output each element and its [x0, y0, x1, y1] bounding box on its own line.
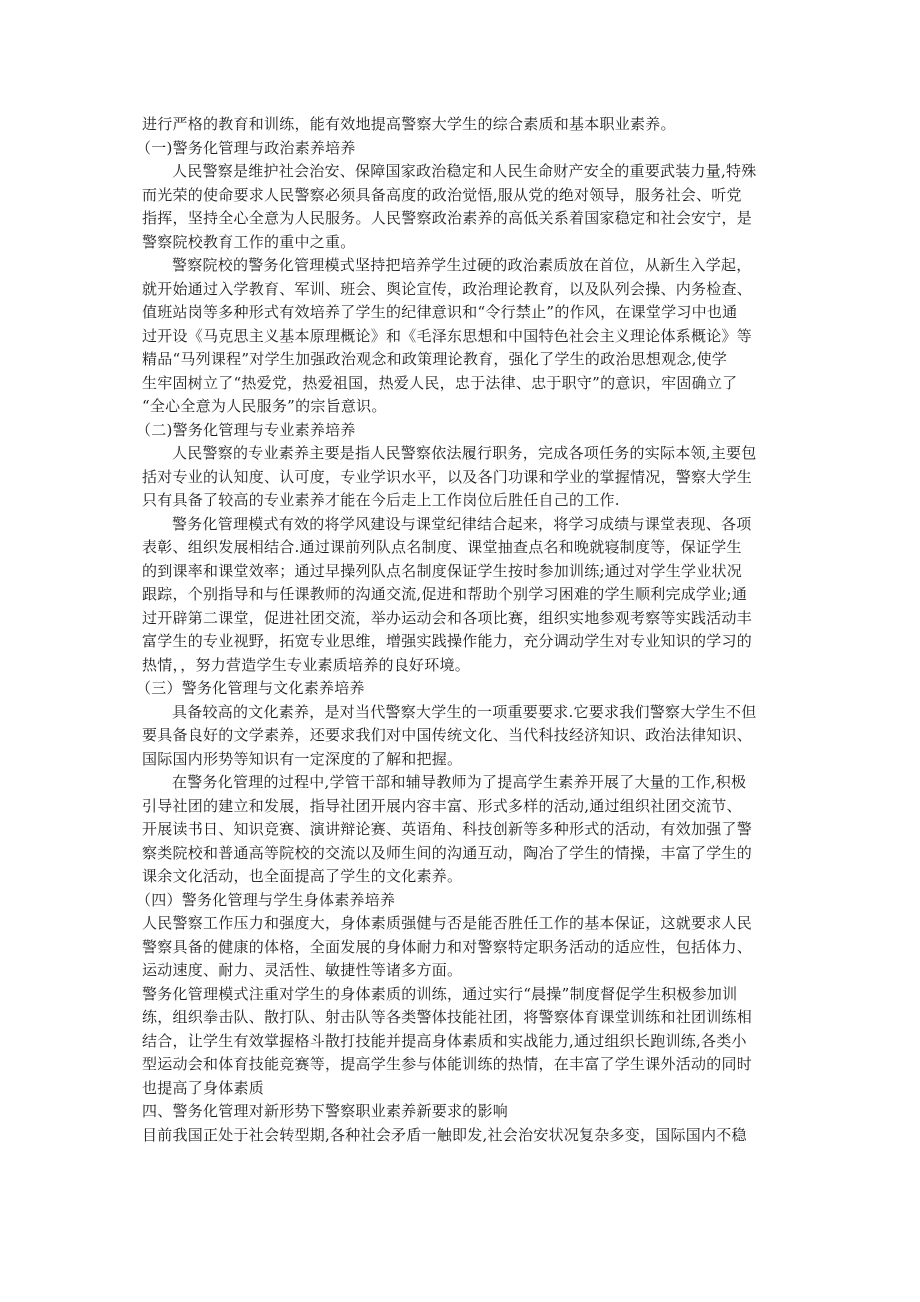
chapter-heading: 四、警务化管理对新形势下警察职业素养新要求的影响: [142, 1102, 509, 1120]
section-4: [136, 889, 802, 1101]
paragraph: [142, 701, 802, 772]
paragraph: [142, 160, 802, 254]
text-line: 过开设《马克思主义基本原理概论》和《毛泽东思想和中国特色社会主义理论体系概论》等: [142, 326, 753, 345]
intro-paragraph: [142, 113, 802, 137]
text-line: 国际国内形势等知识有一定深度的了解和把握。: [142, 749, 463, 768]
text-line: 警察具备的健康的体格，全面发展的身体耐力和对警察特定职务活动的适应性，包括体力、: [142, 937, 753, 956]
text-line: 警务化管理模式注重对学生的身体素质的训练，通过实行“晨操”制度督促学生积极参加训: [142, 984, 738, 1003]
text-line: 过开辟第二课堂，促进社团交流，举办运动会和各项比赛，组织实地参观考察等实践活动丰: [142, 608, 753, 627]
text-line: 值班站岗等多种形式有效培养了学生的纪律意识和“令行禁止”的作风，在课堂学习中也通: [142, 303, 738, 321]
chapter-4: [142, 1100, 802, 1147]
text-line: “全心全意为人民服务”的宗旨意识。: [142, 397, 387, 415]
text-line: 开展读书日、知识竞赛、演讲辩论赛、英语角、科技创新等多种形式的活动，有效加强了警: [142, 820, 753, 838]
paragraph: [142, 254, 802, 419]
section-2: [136, 419, 802, 678]
text-line: 就开始通过入学教育、军训、班会、舆论宣传，政治理论教育，以及队列会操、内务检查、: [142, 279, 753, 298]
section-heading: （三）警务化管理与文化素养培养: [136, 679, 365, 697]
text-line: 的到课率和课堂效率；通过早操列队点名制度保证学生按时参加训练;通过对学生学业状况: [142, 561, 743, 580]
text-line: 指挥，坚持全心全意为人民服务。人民警察政治素养的高低关系着国家稳定和社会安宁，是: [142, 209, 753, 227]
paragraph: [142, 442, 802, 513]
text-line: 在警务化管理的过程中,学管干部和辅导教师为了提高学生素养开展了大量的工作,积极: [172, 773, 747, 791]
text-line: 型运动会和体育技能竞赛等，提高学生参与体能训练的热情，在丰富了学生课外活动的同时: [142, 1055, 753, 1073]
text-line: 要具备良好的文学素养，还要求我们对中国传统文化、当代科技经济知识、政治法律知识、: [142, 726, 753, 744]
section-3: [136, 677, 802, 889]
text-line: 人民警察工作压力和强度大，身体素质强健与否是能否胜任工作的基本保证，这就要求人民: [142, 914, 753, 932]
text-line: 括对专业的认知度、认可度，专业学识水平，以及各门功课和学业的掌握情况，警察大学生: [142, 467, 753, 486]
paragraph: [142, 771, 802, 889]
text-line: 而光荣的使命要求人民警察必须具备高度的政治觉悟,服从党的绝对领导，服务社会、听党: [142, 185, 742, 204]
text-line: 引导社团的建立和发展，指导社团开展内容丰富、形式多样的活动,通过组织社团交流节、: [142, 796, 742, 815]
text-line: 跟踪，个别指导和与任课教师的沟通交流,促进和帮助个别学习困难的学生顺利完成学业;通: [142, 585, 748, 603]
text-line: 热情，，努力营造学生专业素质培养的良好环境。: [142, 655, 471, 674]
text-line: 人民警察的专业素养主要是指人民警察依法履行职务，完成各项任务的实际本领,主要包: [172, 444, 757, 462]
text-line: 富学生的专业视野，拓宽专业思维，增强实践操作能力，充分调动学生对专业知识的学习的: [142, 632, 753, 650]
section-heading: （二)警务化管理与专业素养培养: [136, 420, 356, 439]
text-line: 生牢固树立了“热爱党，热爱祖国，热爱人民，忠于法律、忠于职守”的意识，牢固确立了: [142, 373, 738, 392]
text-line: 具备较高的文化素养，是对当代警察大学生的一项重要要求.它要求我们警察大学生不但: [172, 702, 757, 721]
text-line: 警察院校教育工作的重中之重。: [142, 232, 356, 251]
text-line: 目前我国正处于社会转型期,各种社会矛盾一触即发,社会治安状况复杂多变，国际国内不稳: [142, 1125, 747, 1144]
paragraph: [142, 983, 802, 1101]
paragraph: [142, 912, 802, 983]
section-heading: （一)警务化管理与政治素养培养: [136, 138, 356, 157]
text-line: 练，组织拳击队、散打队、射击队等各类警体技能社团，将警察体育课堂训练和社团训练相: [142, 1008, 753, 1026]
text-line: 进行严格的教育和训练，能有效地提高警察大学生的综合素质和基本职业素养。: [142, 115, 676, 133]
text-line: 课余文化活动，也全面提高了学生的文化素养。: [142, 867, 463, 885]
text-line: 只有具备了较高的专业素养才能在今后走上工作岗位后胜任自己的工作.: [142, 491, 620, 509]
text-line: 精品“马列课程”对学生加强政治观念和政策理论教育，强化了学生的政治思想观念,使学: [142, 350, 728, 368]
text-line: 运动速度、耐力、灵活性、敏捷性等诸多方面。: [142, 961, 463, 979]
section-heading: （四）警务化管理与学生身体素养培养: [136, 890, 396, 909]
text-line: 察类院校和普通高等院校的交流以及师生间的沟通互动，陶冶了学生的情操，丰富了学生的: [142, 843, 753, 862]
text-line: 结合，让学生有效掌握格斗散打技能并提高身体素质和实战能力,通过组织长跑训练,各类小: [142, 1031, 747, 1050]
text-line: 也提高了身体素质: [142, 1078, 265, 1097]
paragraph: [142, 1124, 802, 1148]
document-body: [136, 113, 802, 1147]
text-line: 表彰、组织发展相结合.通过课前列队点名制度、课堂抽查点名和晚就寝制度等，保证学生: [142, 538, 742, 556]
paragraph: [142, 513, 802, 678]
text-line: 警察院校的警务化管理模式坚持把培养学生过硬的政治素质放在首位，从新生入学起，: [172, 256, 752, 274]
section-1: [136, 137, 802, 419]
text-line: 人民警察是维护社会治安、保障国家政治稳定和人民生命财产安全的重要武装力量,特殊: [172, 162, 757, 180]
text-line: 警务化管理模式有效的将学风建设与课堂纪律结合起来，将学习成绩与课堂表现、各项: [172, 514, 752, 533]
